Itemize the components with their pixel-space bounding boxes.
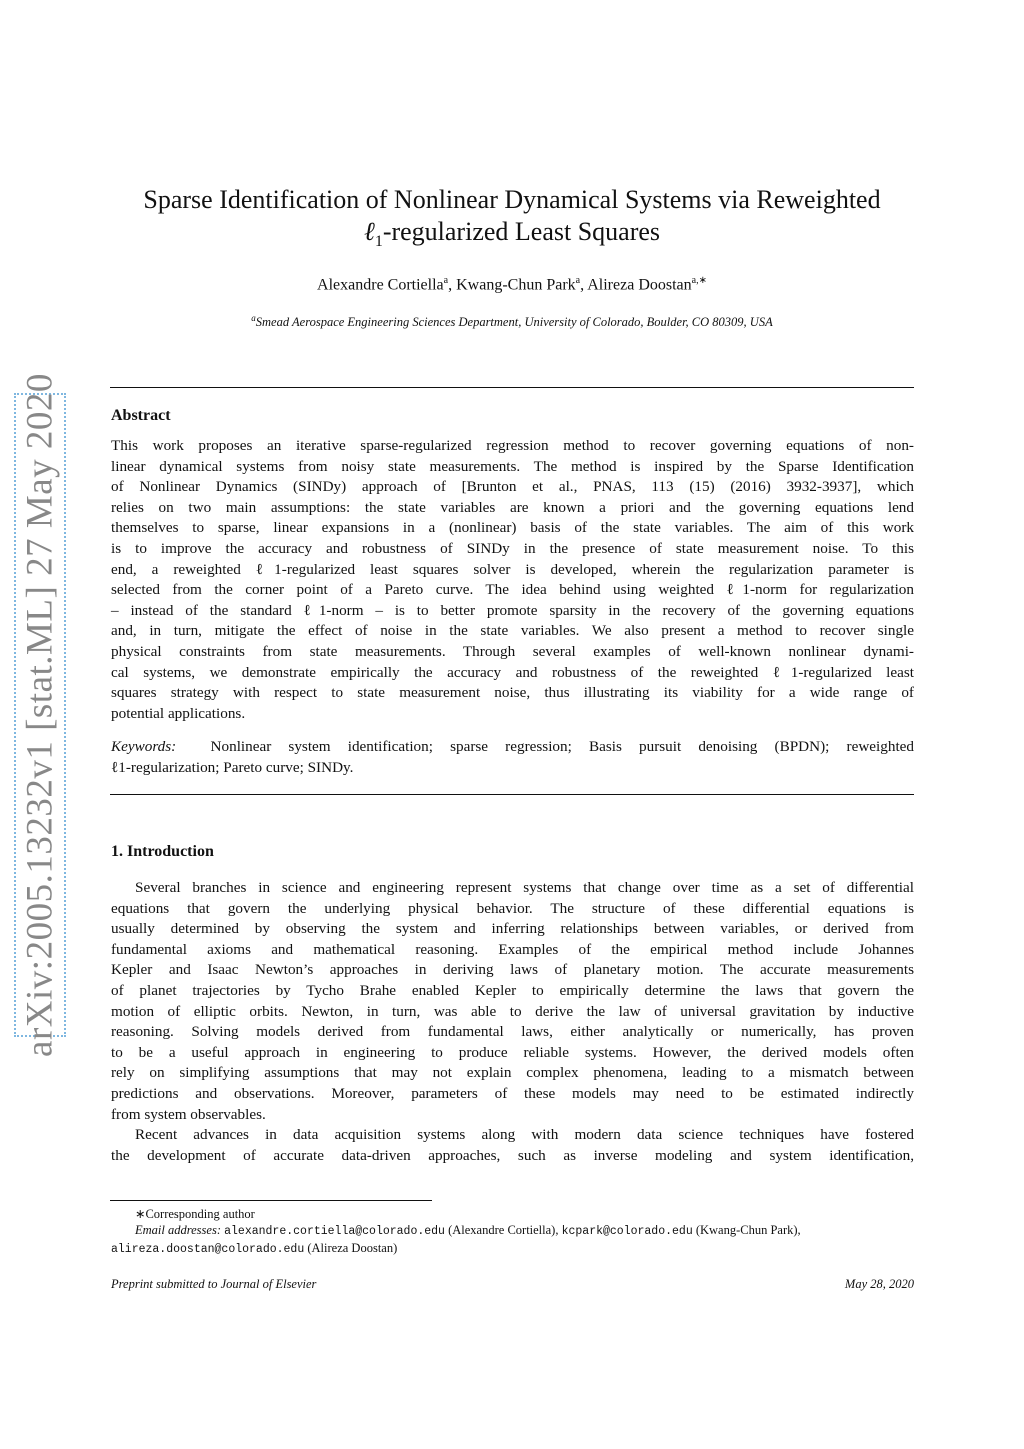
paper-title bbox=[100, 184, 924, 258]
email-line: Email addresses: alexandre.cortiella@colorado.edu (Alexandre Cortiella), kcpark@colorado.edu (Kwang-Chun Park), bbox=[135, 1223, 801, 1238]
intro-line: fundamental axioms and mathematical reasoning. Examples of the empirical method include Johannes bbox=[111, 940, 914, 958]
intro-line: of planet trajectories by Tycho Brahe enabled Kepler to empirically determine the laws that govern the bbox=[111, 981, 914, 999]
keywords-line-1: Nonlinear system identification; sparse regression; Basis pursuit denoising (BPDN); reweighted bbox=[210, 738, 915, 755]
abstract-line: – instead of the standard ℓ1-norm – is to better promote sparsity in the recovery of the governing equations bbox=[111, 601, 914, 619]
intro-line: usually determined by observing the system and inferring relationships between variables, or derived from bbox=[111, 920, 914, 938]
abstract-line: themselves to sparse, linear expansions in a (nonlinear) basis of the state variables. The aim of this work bbox=[111, 519, 914, 537]
author-list: Alexandre Cortiella$^a$, Kwang-Chun Park$^a$, Alireza Doostan$^{a,∗}$ bbox=[317, 275, 707, 294]
author-name: Alireza Doostan bbox=[587, 276, 692, 294]
email-link[interactable]: alireza.doostan@colorado.edu bbox=[111, 1243, 305, 1256]
author-name: Alexandre Cortiella bbox=[317, 276, 444, 294]
arxiv-stamp bbox=[14, 373, 66, 1057]
corresponding-author: ∗Corresponding author bbox=[135, 1207, 255, 1221]
intro-line: the development of accurate data-driven approaches, such as inverse modeling and system identification, bbox=[111, 1146, 914, 1164]
abstract-line: This work proposes an iterative sparse-regularized regression method to recover governing equations of non- bbox=[111, 437, 914, 454]
footnote-rule bbox=[110, 1200, 432, 1201]
abstract-line: is to improve the accuracy and robustness of SINDy in the presence of state measurement noise. To this bbox=[111, 539, 914, 557]
author-name: Kwang-Chun Park bbox=[456, 276, 576, 294]
arxiv-id: arXiv:2005.13232v1 [stat.ML] 27 May 2020 bbox=[19, 373, 61, 1057]
abstract-line: and, in turn, mitigate the effect of noise in the state variables. We also present a method to recover single bbox=[111, 622, 914, 640]
intro-line: Kepler and Isaac Newton’s approaches in deriving laws of planetary motion. The accurate measurements bbox=[111, 961, 914, 979]
intro-paragraph-1 bbox=[111, 878, 914, 1166]
email-link[interactable]: kcpark@colorado.edu bbox=[561, 1225, 693, 1238]
intro-line: to be a useful approach in engineering to produce reliable systems. However, the derived models often bbox=[111, 1043, 914, 1061]
intro-line: Recent advances in data acquisition systems along with modern data science techniques have fostered bbox=[135, 1126, 914, 1144]
abstract-line: linear dynamical systems from noisy state measurements. The method is inspired by the Sparse Identification bbox=[111, 457, 914, 475]
abstract-line: end, a reweighted ℓ1-regularized least squares solver is developed, wherein the regularization parameter is bbox=[111, 560, 914, 578]
title-line-1: Sparse Identification of Nonlinear Dynamical Systems via Reweighted bbox=[143, 185, 881, 214]
email-link[interactable]: alexandre.cortiella@colorado.edu bbox=[224, 1225, 445, 1238]
keywords-label: Keywords: bbox=[111, 738, 177, 755]
intro-line: motion of elliptic orbits. Newton, in turn, was able to derive the law of universal gravitation by inductive bbox=[111, 1002, 914, 1020]
keywords bbox=[111, 737, 914, 778]
abstract-line: relies on two main assumptions: the state variables are known a priori and the governing equations lend bbox=[111, 498, 914, 516]
intro-line: Several branches in science and engineering represent systems that change over time as a set of differential bbox=[135, 879, 914, 896]
abstract-line: of Nonlinear Dynamics (SINDy) approach of [Brunton et al., PNAS, 113 (15) (2016) 3932-3937], which bbox=[111, 478, 914, 496]
intro-line: equations that govern the underlying physical behavior. The structure of these differential equations is bbox=[111, 899, 914, 917]
keywords-line-2: ℓ1-regularization; Pareto curve; SINDy. bbox=[111, 758, 354, 776]
abstract-line: cal systems, we demonstrate empirically the accuracy and robustness of the reweighted ℓ1-regularized least bbox=[111, 663, 914, 681]
footnote bbox=[111, 1206, 914, 1258]
abstract-line: physical constraints from state measurements. Through several examples of well-known nonlinear dynami- bbox=[111, 642, 914, 660]
bottom-rule bbox=[110, 794, 914, 795]
abstract-line: selected from the corner point of a Pareto curve. The idea behind using weighted ℓ1-norm for regularization bbox=[111, 581, 914, 599]
abstract-line: potential applications. bbox=[111, 704, 246, 722]
abstract-body bbox=[111, 436, 914, 724]
affiliation: $^a$Smead Aerospace Engineering Sciences Department, University of Colorado, Boulder, CO 80309, USA bbox=[251, 313, 773, 330]
preprint-note: Preprint submitted to Journal of Elsevier bbox=[111, 1277, 317, 1291]
title-line-2: ℓ$_1$-regularized Least Squares bbox=[363, 217, 661, 251]
intro-line: from system observables. bbox=[111, 1105, 266, 1123]
intro-line: rely on simplifying assumptions that may not explain complex phenomena, leading to a mismatch between bbox=[111, 1064, 914, 1082]
abstract-heading: Abstract bbox=[111, 407, 171, 424]
preprint-date: May 28, 2020 bbox=[844, 1277, 914, 1291]
top-rule bbox=[110, 387, 914, 388]
introduction-heading: 1. Introduction bbox=[111, 843, 214, 860]
email-line: alireza.doostan@colorado.edu (Alireza Doostan) bbox=[111, 1241, 398, 1256]
abstract-line: squares strategy with respect to state measurement noise, thus illustrating its viability for a wide range of bbox=[111, 684, 914, 702]
intro-line: reasoning. Solving models derived from fundamental laws, either analytically or numerically, has proven bbox=[111, 1023, 914, 1041]
intro-line: predictions and observations. Moreover, parameters of these models may need to be estimated indirectly bbox=[111, 1084, 914, 1102]
